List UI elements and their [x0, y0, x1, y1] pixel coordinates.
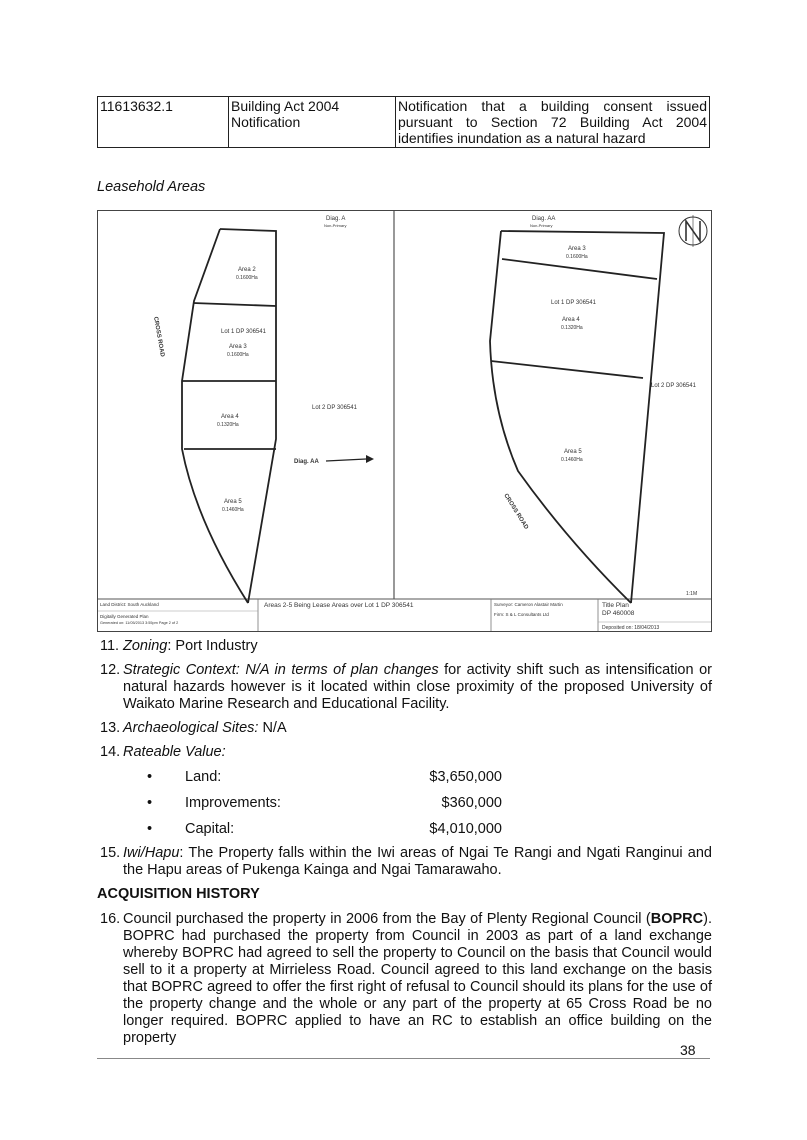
list-number: 16. [100, 911, 121, 927]
rateable-value-capital: $4,010,000 [429, 821, 502, 837]
list-item-11 [100, 638, 712, 655]
plan-footer-dp: DP 460008 [602, 610, 635, 617]
plan-footer-surveyor: Surveyor: Cameron Alastair Martin [494, 602, 563, 607]
north-arrow-icon [679, 215, 707, 247]
area4-size-aa: 0.1320Ha [561, 325, 583, 331]
item-label: Strategic Context: N/A in terms of plan changes [123, 662, 439, 678]
diag-aa-arrow-icon [326, 455, 374, 463]
area3-label: Area 3 [229, 344, 247, 350]
scale-label: 1:1M [686, 591, 698, 597]
area3-size: 0.1600Ha [227, 352, 249, 358]
item-text: : The Property falls within the Iwi areas of Ngai Te Rangi and Ngati Ranginui and the Hapu areas of Pukenga Kainga and Ngai Tamarawaho. [123, 845, 712, 878]
table-cell-id: 11613632.1 [98, 97, 229, 148]
diag-aa-sub: Non-Primary [530, 223, 553, 228]
item-text-bold: BOPRC [650, 911, 704, 927]
list-item-13 [100, 720, 712, 737]
diag-aa-label: Diag. AA [532, 216, 556, 222]
rateable-label-improvements: Improvements: [185, 795, 281, 811]
notification-table [97, 96, 710, 148]
item-label: Rateable Value: [123, 744, 226, 760]
plan-footer-deposited: Deposited on: 18/04/2013 [602, 625, 660, 631]
cross-road-label-aa: CROSS ROAD [502, 492, 529, 531]
rateable-value-land: $3,650,000 [429, 769, 502, 785]
list-item-14 [100, 744, 712, 761]
bullet: • [147, 821, 153, 837]
list-number: 13. [100, 720, 121, 736]
list-number: 15. [100, 845, 121, 861]
list-item-12 [100, 662, 712, 713]
table-cell-description: Notification that a building consent issued pursuant to Section 72 Building Act 2004 identifies inundation as a natural hazard [396, 97, 710, 148]
lot2-label-a: Lot 2 DP 306541 [312, 405, 357, 411]
section-title-leasehold: Leasehold Areas [97, 179, 206, 195]
page-number: 38 [680, 1042, 696, 1058]
list-number: 14. [100, 744, 121, 760]
plan-footer-land-district: Land District: South Auckland [100, 602, 159, 607]
plan-footer-firm: Firm: S & L Consultants Ltd [494, 612, 549, 617]
area2-size: 0.1600Ha [236, 275, 258, 281]
item-text: for activity shift such as intensification or natural hazards however is it located within close proximity of the proposed University of Waikato Marine Research and Educational Facility. [123, 662, 712, 712]
acquisition-history-heading: ACQUISITION HISTORY [97, 886, 260, 902]
list-number: 12. [100, 662, 121, 678]
list-item-16 [100, 911, 712, 1047]
rateable-label-capital: Capital: [185, 821, 235, 837]
bullet: • [147, 795, 153, 811]
item-text-pre: Council purchased the property in 2006 from the Bay of Plenty Regional Council ( [123, 911, 651, 927]
item-text: N/A [258, 720, 287, 736]
bullet: • [147, 769, 153, 785]
diagram-aa [490, 231, 664, 603]
area4-label-a: Area 4 [221, 414, 239, 420]
rateable-label-land: Land: [185, 769, 222, 785]
table-cell-type: Building Act 2004 Notification [229, 97, 396, 148]
diag-aa-arrow-label: Diag. AA [294, 459, 319, 465]
area3-label-aa: Area 3 [568, 246, 586, 252]
survey-plan-drawing [98, 211, 711, 631]
footer-divider [97, 1058, 710, 1059]
item-label: Iwi/Hapu [123, 845, 180, 861]
list-number: 11. [100, 638, 120, 654]
diag-a-label: Diag. A [326, 216, 346, 222]
area3-size-aa: 0.1600Ha [566, 254, 588, 260]
item-text-post: ). BOPRC had purchased the property from Council in 2003 as part of a land exchange whereby BOPRC had agreed to sell the property to Council on the basis that Council would sell to it a property at Mirrieless Road. Council agreed to this land exchange on the basis that BOPRC agreed to offer the first right of refusal to Council should its plans for the use of the property change and the whole or any part of the property at 65 Cross Road be no longer required. BOPRC applied to have an RC to establish an office building on the property [123, 911, 712, 1046]
plan-footer-areas: Areas 2-5 Being Lease Areas over Lot 1 DP 306541 [264, 602, 414, 609]
lot1-label-aa: Lot 1 DP 306541 [551, 300, 596, 306]
item-label: Archaeological Sites: [123, 720, 259, 736]
survey-plan [97, 210, 712, 632]
area4-label-aa: Area 4 [562, 317, 580, 323]
rateable-value-improvements: $360,000 [441, 795, 502, 811]
area5-size-a: 0.1460Ha [222, 507, 244, 513]
item-label: Zoning [123, 638, 168, 654]
area4-size-a: 0.1320Ha [217, 422, 239, 428]
cross-road-label-a: CROSS ROAD [152, 316, 166, 358]
area5-label-a: Area 5 [224, 499, 242, 505]
area5-label-aa: Area 5 [564, 449, 582, 455]
plan-footer-generated-on: Generated on: 11/05/2013 3:55pm Page 2 of 2 [100, 621, 179, 625]
plan-footer-generated: Digitally Generated Plan [100, 614, 149, 619]
area5-size-aa: 0.1460Ha [561, 457, 583, 463]
plan-footer-title-plan: Title Plan [602, 602, 629, 609]
list-item-15 [100, 845, 712, 879]
item-text: : Port Industry [167, 638, 258, 654]
lot1-label-a: Lot 1 DP 306541 [221, 329, 266, 335]
diag-a-sub: Non-Primary [324, 223, 347, 228]
area2-label: Area 2 [238, 267, 256, 273]
lot2-label-aa: Lot 2 DP 306541 [651, 383, 696, 389]
table-row [98, 97, 710, 148]
